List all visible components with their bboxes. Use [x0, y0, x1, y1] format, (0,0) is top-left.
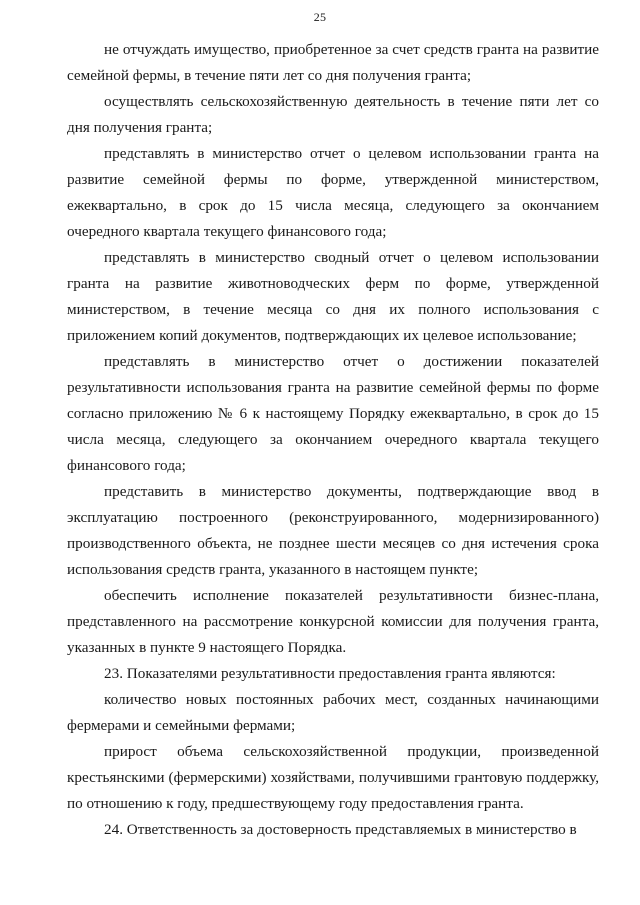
- paragraph-quarterly-report: представлять в министерство отчет о целевом использовании гранта на развитие семейной фермы по форме, утвержденной министерством, ежеквартально, в срок до 15 числа месяца, следующего за окончанием очередного квартала текущего финансового года;: [67, 145, 599, 240]
- paragraph-performance-report: представлять в министерство отчет о достижении показателей результативности использования гранта на развитие семейной фермы по форме согласно приложению № 6 к настоящему Порядку ежеквартально, в срок до 15 числа месяца, следующего за окончанием очередного квартала текущего финансового года;: [67, 353, 599, 474]
- paragraph-production-growth: прирост объема сельскохозяйственной продукции, произведенной крестьянскими (фермерскими) хозяйствами, получившими грантовую поддержку, по отношению к году, предшествующему году предоставления гранта.: [67, 743, 599, 812]
- page-number: 25: [313, 10, 327, 24]
- paragraph-section-24: 24. Ответственность за достоверность представляемых в министерство в: [104, 821, 577, 838]
- paragraph-new-jobs: количество новых постоянных рабочих мест, созданных начинающими фермерами и семейными фермами;: [67, 691, 599, 734]
- paragraph-summary-report: представлять в министерство сводный отчет о целевом использовании гранта на развитие животноводческих ферм по форме, утвержденной министерством, в течение месяца со дня их полного использования с приложением копий документов, подтверждающих их целевое использование;: [67, 249, 599, 344]
- paragraph-agricultural-activity: осуществлять сельскохозяйственную деятельность в течение пяти лет со дня получения гранта;: [67, 93, 599, 136]
- paragraph-no-alienation: не отчуждать имущество, приобретенное за счет средств гранта на развитие семейной фермы, в течение пяти лет со дня получения гранта;: [67, 41, 599, 84]
- paragraph-section-23: 23. Показателями результативности предоставления гранта являются:: [104, 665, 556, 682]
- document-body: [67, 37, 599, 843]
- paragraph-business-plan-indicators: обеспечить исполнение показателей результативности бизнес-плана, представленного на рассмотрение конкурсной комиссии для получения гранта, указанных в пункте 9 настоящего Порядка.: [67, 587, 599, 656]
- paragraph-commissioning-documents: представить в министерство документы, подтверждающие ввод в эксплуатацию построенного (реконструированного, модернизированного) производственного объекта, не позднее шести месяцев со дня истечения срока использования средств гранта, указанного в настоящем пункте;: [67, 483, 599, 578]
